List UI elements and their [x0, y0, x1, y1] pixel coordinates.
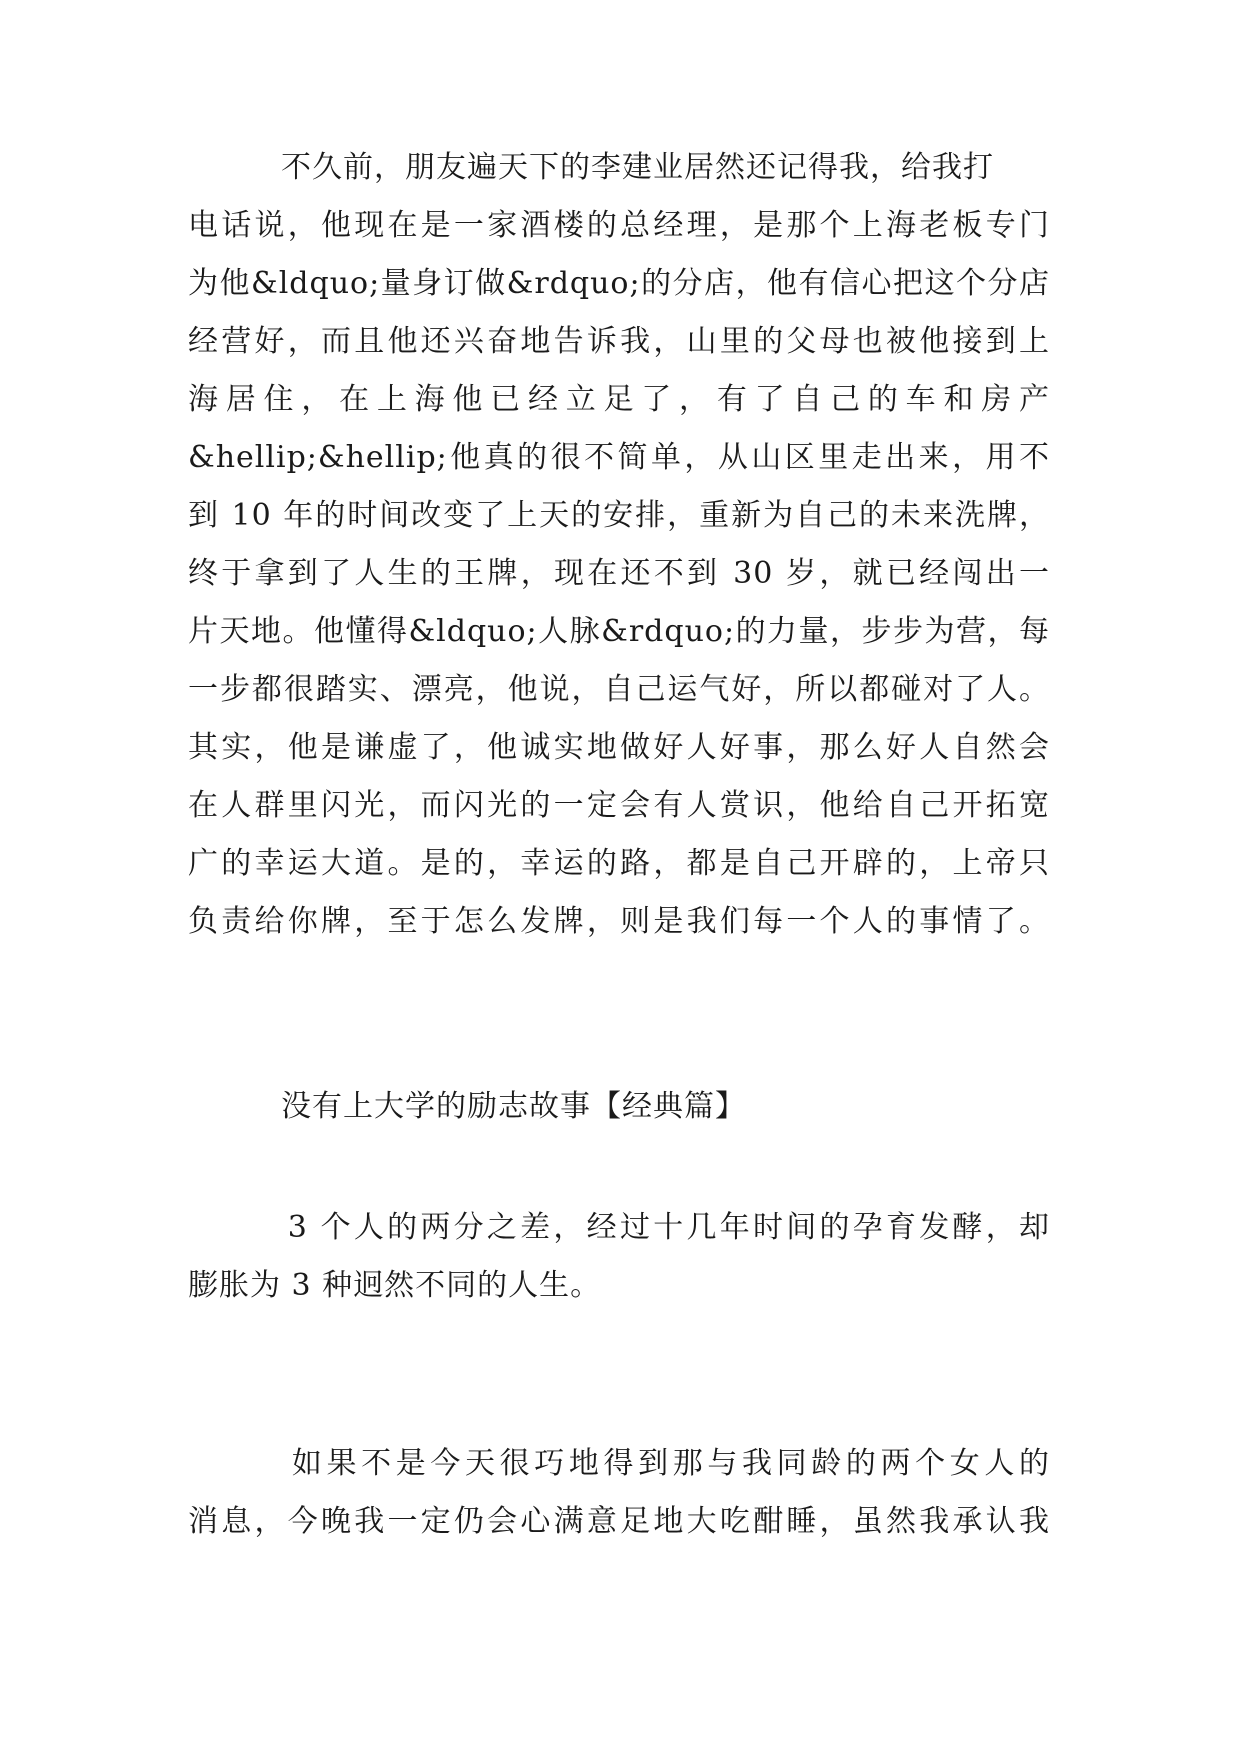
paragraph-line: 广的幸运大道。是的，幸运的路，都是自己开辟的，上帝只: [188, 846, 1050, 881]
paragraph-line: 消息，今晚我一定仍会心满意足地大吃酣睡，虽然我承认我: [188, 1504, 1050, 1539]
paragraph-line: 膨胀为 3 种迥然不同的人生。: [188, 1268, 602, 1303]
paragraph-line: 电话说，他现在是一家酒楼的总经理，是那个上海老板专门: [188, 208, 1050, 243]
paragraph-line: 在人群里闪光，而闪光的一定会有人赏识，他给自己开拓宽: [188, 788, 1050, 823]
paragraph-line: 片天地。他懂得&ldquo;人脉&rdquo;的力量，步步为营，每: [188, 614, 1050, 649]
paragraph-line: 其实，他是谦虚了，他诚实地做好人好事，那么好人自然会: [188, 730, 1050, 765]
paragraph-line: 到 10 年的时间改变了上天的安排，重新为自己的未来洗牌，: [188, 498, 1050, 533]
paragraph-line: 海居住，在上海他已经立足了，有了自己的车和房产: [188, 382, 1050, 417]
section-heading: 没有上大学的励志故事【经典篇】: [188, 1089, 746, 1124]
paragraph-line: 3 个人的两分之差，经过十几年时间的孕育发酵，却: [188, 1210, 1050, 1245]
paragraph-line: 不久前，朋友遍天下的李建业居然还记得我，给我打: [188, 150, 994, 185]
paragraph-line: 一步都很踏实、漂亮，他说，自己运气好，所以都碰对了人。: [188, 672, 1050, 707]
paragraph-line: &hellip;&hellip;他真的很不简单，从山区里走出来，用不: [188, 440, 1050, 475]
paragraph-line: 为他&ldquo;量身订做&rdquo;的分店，他有信心把这个分店: [188, 266, 1050, 301]
paragraph-line: 负责给你牌，至于怎么发牌，则是我们每一个人的事情了。: [188, 904, 1050, 939]
paragraph-line: 如果不是今天很巧地得到那与我同龄的两个女人的: [188, 1446, 1050, 1481]
paragraph-line: 经营好，而且他还兴奋地告诉我，山里的父母也被他接到上: [188, 324, 1050, 359]
paragraph-line: 终于拿到了人生的王牌，现在还不到 30 岁，就已经闯出一: [188, 556, 1050, 591]
